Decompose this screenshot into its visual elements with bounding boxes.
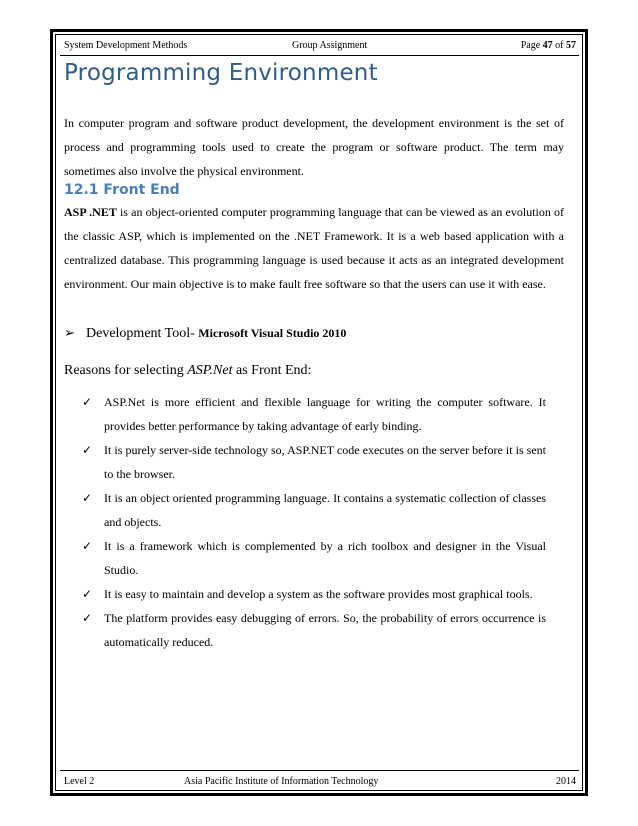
current-page: 47 <box>542 40 553 51</box>
reasons-list <box>82 390 546 654</box>
list-item <box>82 534 546 582</box>
header-page-number <box>521 38 576 54</box>
front-end-body: is an object-oriented computer programming language that can be viewed as an evolution of the classic ASP, which is implemented on the .NET Framework. It is a web based application with a centralized database. This programming language is used because it acts as an integrated development environment. Our main objective is to make fault free software so that the users can use it with ease. <box>64 205 564 291</box>
check-icon: ✓ <box>82 611 93 625</box>
footer-level: Level 2 <box>64 776 95 787</box>
footer-year: 2014 <box>556 776 576 787</box>
reason-text: It is easy to maintain and develop a system as the software provides most graphical tools. <box>104 587 533 601</box>
reason-text: It is an object oriented programming language. It contains a systematic collection of classes and objects. <box>104 491 546 529</box>
footer-institution: Asia Pacific Institute of Information Technology <box>184 776 379 787</box>
tool-value: Microsoft Visual Studio 2010 <box>198 326 347 340</box>
list-item <box>82 390 546 438</box>
check-icon: ✓ <box>82 587 93 601</box>
list-item <box>82 438 546 486</box>
page-prefix: Page <box>520 40 543 51</box>
page-title: Programming Environment <box>64 60 378 86</box>
page-header <box>64 38 576 54</box>
check-icon: ✓ <box>82 539 93 553</box>
intro-paragraph: In computer program and software product development, the development environment is the set of process and programming tools used to create the program or software product. The term may sometimes also involve the physical environment. <box>64 116 564 178</box>
reasons-italic: ASP.Net <box>187 363 233 378</box>
front-end-paragraph <box>64 200 564 296</box>
reason-text: ASP.Net is more efficient and flexible language for writing the computer software. It provides better performance by taking advantage of early binding. <box>104 395 546 433</box>
arrow-bullet-icon: ➢ <box>64 325 75 340</box>
section-heading: 12.1 Front End <box>64 182 180 198</box>
header-divider <box>60 55 579 56</box>
page-footer <box>64 774 576 790</box>
list-item <box>82 582 546 606</box>
reasons-suffix: as Front End: <box>232 363 312 378</box>
page-of: of <box>552 40 566 51</box>
reasons-heading <box>64 363 311 379</box>
header-course: System Development Methods <box>64 40 188 51</box>
check-icon: ✓ <box>82 395 93 409</box>
header-assignment: Group Assignment <box>292 40 368 51</box>
footer-divider <box>60 770 579 771</box>
asp-net-term: ASP .NET <box>64 205 117 219</box>
reason-text: The platform provides easy debugging of errors. So, the probability of errors occurrence is automatically reduced. <box>104 611 546 649</box>
tool-label: Development Tool- <box>86 326 199 341</box>
reason-text: It is purely server-side technology so, ASP.NET code executes on the server before it is sent to the browser. <box>104 443 546 481</box>
list-item <box>82 606 546 654</box>
list-item <box>82 486 546 534</box>
development-tool <box>64 325 346 342</box>
check-icon: ✓ <box>82 443 93 457</box>
check-icon: ✓ <box>82 491 93 505</box>
total-pages: 57 <box>566 40 576 51</box>
reasons-prefix: Reasons for selecting <box>64 363 188 378</box>
reason-text: It is a framework which is complemented by a rich toolbox and designer in the Visual Studio. <box>104 539 546 577</box>
